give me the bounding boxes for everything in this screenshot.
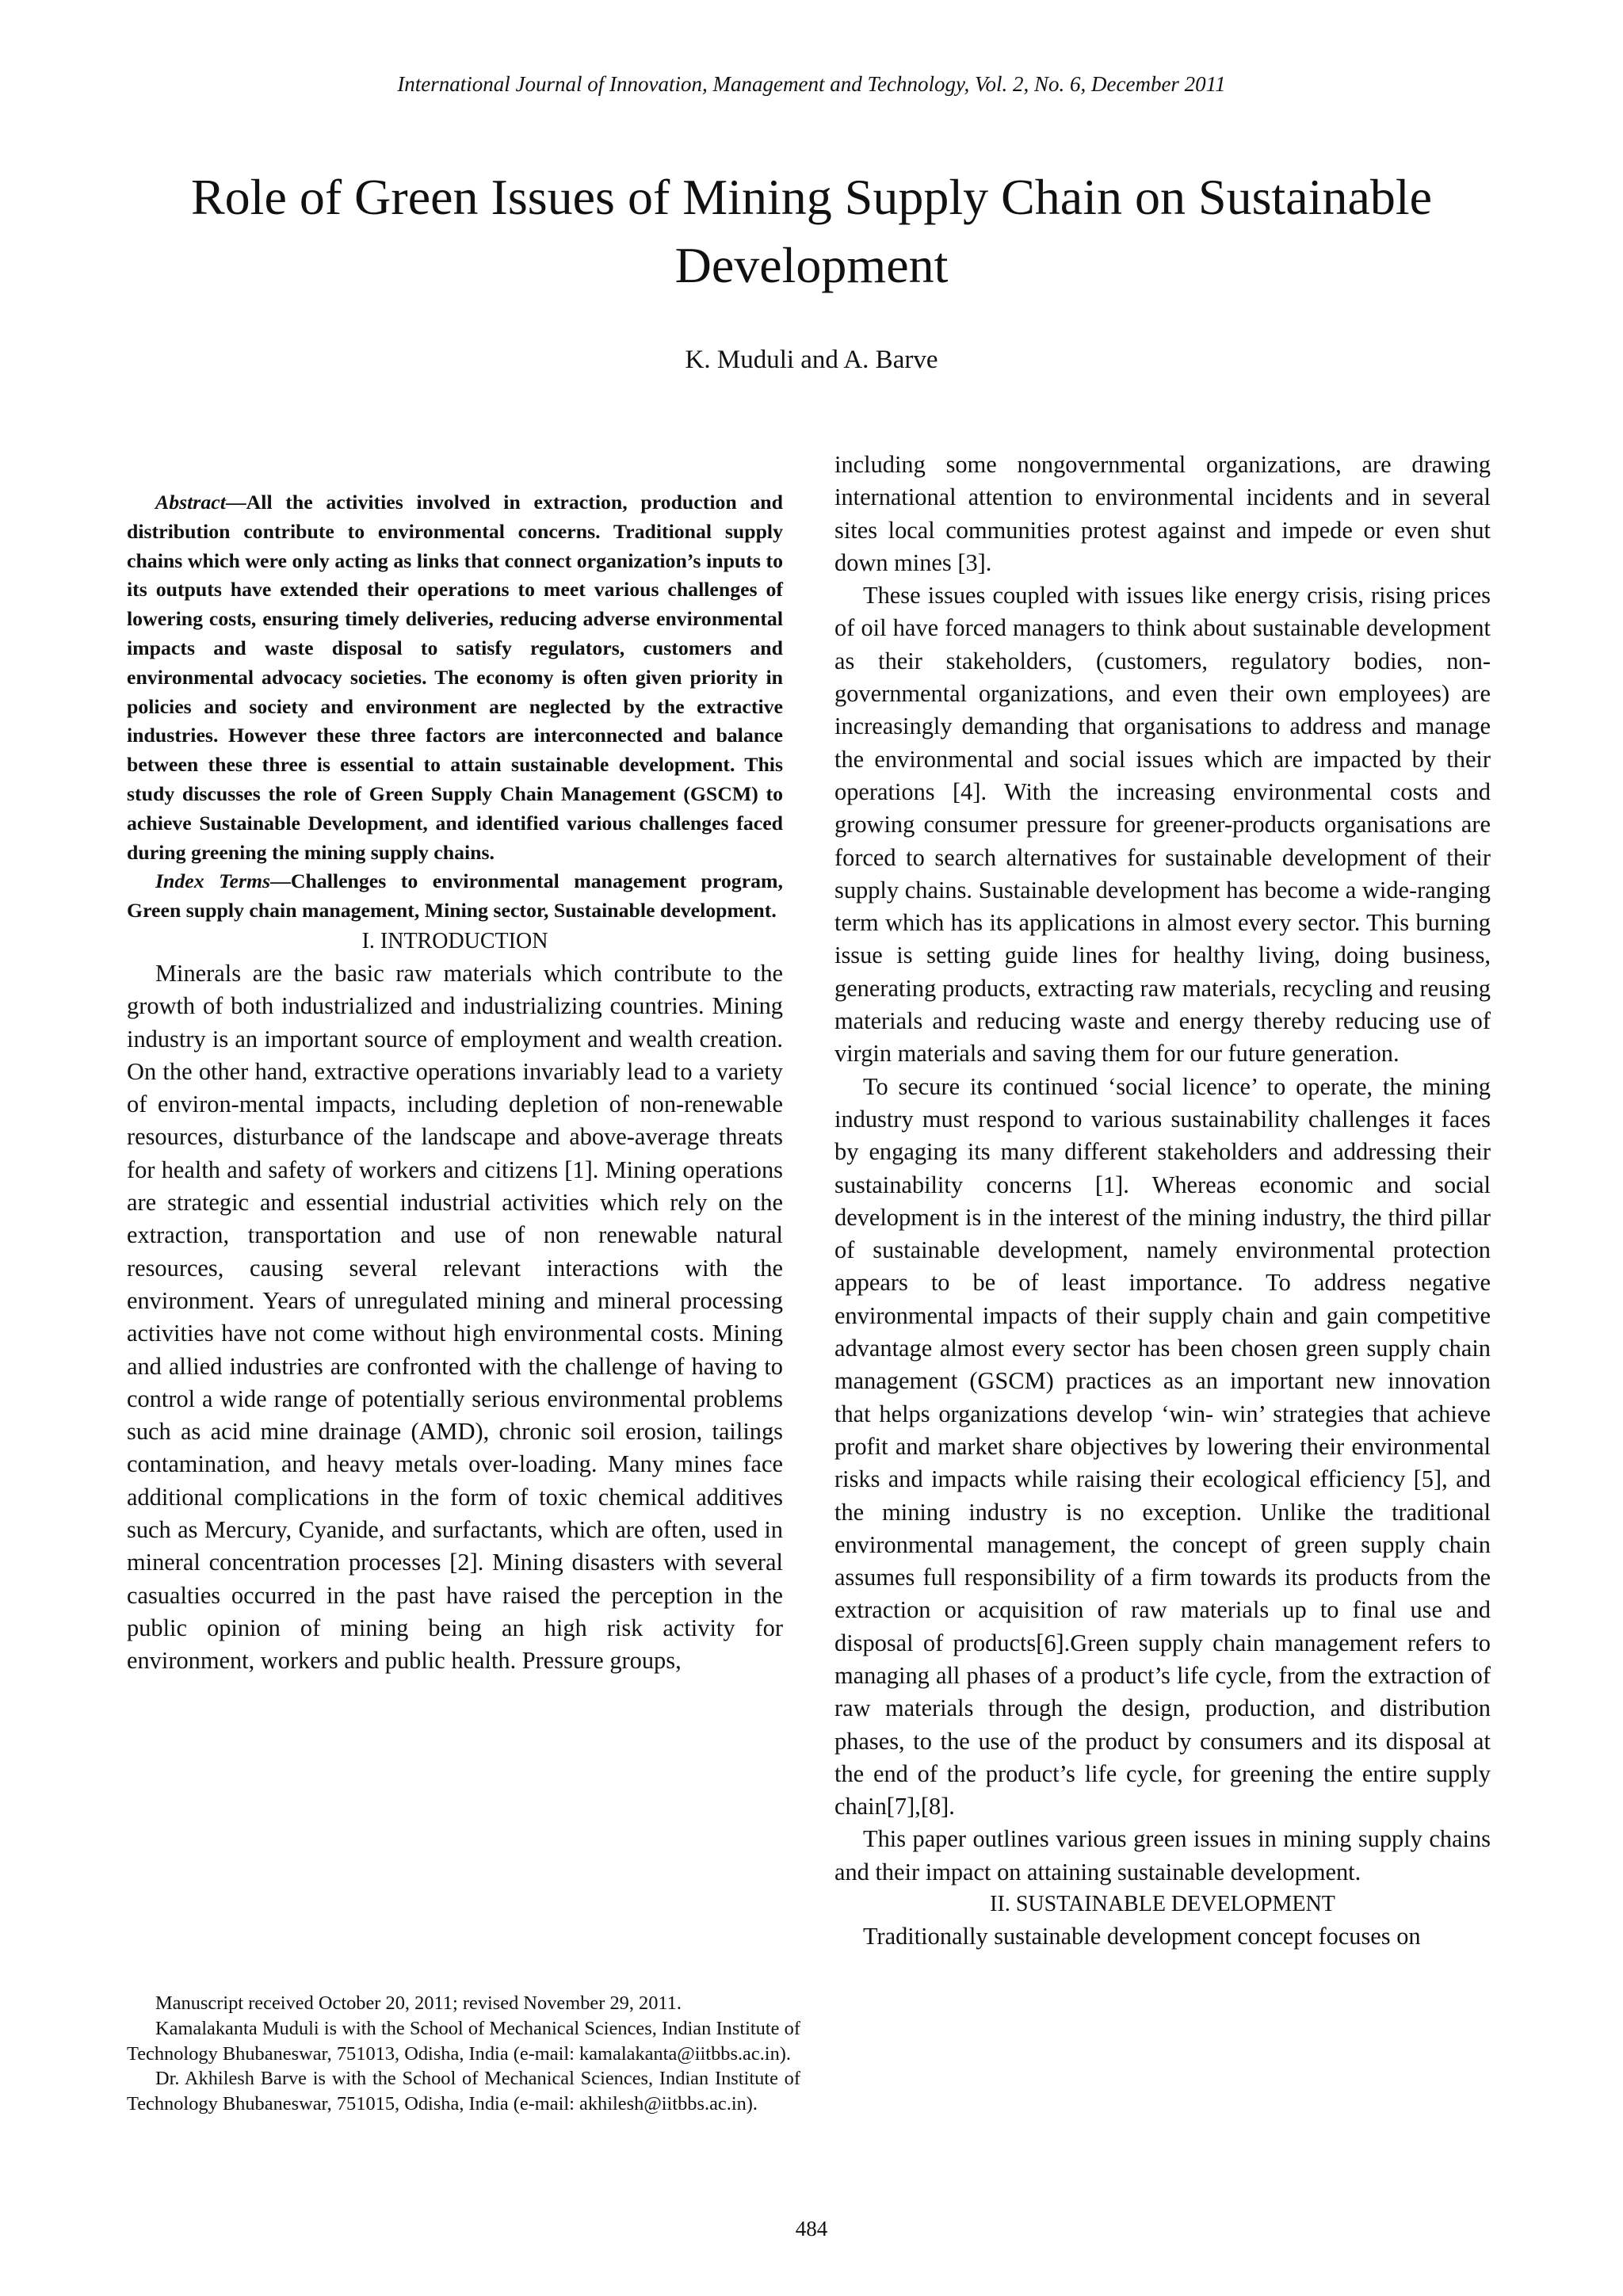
section-number: II. (990, 1892, 1010, 1917)
paragraph-continued: including some nongovernmental organizations, are drawing international attention to environmental incidents and in several sites local communities protest against and impede or even shut down mines [3]. (834, 451, 1491, 576)
index-terms (127, 867, 783, 926)
section-number: I. (361, 928, 375, 953)
section-title-initial: D (1170, 1892, 1188, 1917)
page-number: 484 (795, 2217, 828, 2241)
authors: K. Muduli and A. Barve (685, 346, 938, 374)
paper-title: Role of Green Issues of Mining Supply Chain on Sustainable Development (190, 169, 1433, 293)
abstract-text: —All the activities involved in extraction, production and distribution contribute to environmental concerns. Traditional supply chains which were only acting as links that connect organization’s inputs to its outputs have extended their operations to meet various challenges of lowering costs, ensuring timely deliveries, reducing adverse environmental impacts and waste disposal to satisfy regulators, customers and environmental advocacy societies. The economy is often given priority in policies and society and environment are neglected by the extractive industries. However these three factors are interconnected and balance between these three is essential to attain sustainable development. This study discusses the role of Green Supply Chain Management (GSCM) to achieve Sustainable Development, and identified various challenges faced during greening the mining supply chains. (127, 491, 783, 864)
footnote-manuscript: Manuscript received October 20, 2011; revised November 29, 2011. (155, 1992, 682, 2014)
section-title-rest: EVELOPMENT (1187, 1892, 1335, 1917)
left-column (127, 488, 783, 1677)
paragraph: To secure its continued ‘social licence’ to operate, the mining industry must respond to various sustainability challenges it faces by engaging its many different stakeholders and addressing their sustainability concerns [1]. Whereas economic and social development is in the interest of the mining industry, the third pillar of sustainable development, namely environmental protection appears to be of least importance. To address negative environmental impacts of their supply chain and gain competitive advantage almost every sector has been chosen green supply chain management (GSCM) practices as an important new innovation that helps organizations develop ‘win- win’ strategies that achieve profit and market share objectives by lowering their environmental risks and impacts while raising their ecological efficiency [5], and the mining industry is no exception. Unlike the traditional environmental management, the concept of green supply chain assumes full responsibility of a firm towards its products from the extraction or acquisition of raw materials up to final use and disposal of products[6].Green supply chain management refers to managing all phases of a product’s life cycle, from the extraction of raw materials through the design, production, and distribution phases, to the use of the product by consumers and its disposal at the end of the product’s life cycle, for greening the entire supply chain[7],[8]. (834, 1072, 1491, 1820)
section-heading-introduction (127, 926, 783, 957)
footnote-author-2: Dr. Akhilesh Barve is with the School of Mechanical Sciences, Indian Institute of Technology Bhubaneswar, 751015, Odisha, India (e-mail: akhilesh@iitbbs.ac.in). (127, 2068, 800, 2115)
journal-header: International Journal of Innovation, Management and Technology, Vol. 2, No. 6, December 2011 (397, 72, 1226, 96)
paragraph: This paper outlines various green issues in mining supply chains and their impact on attaining sustainable development. (834, 1825, 1491, 1885)
section-title-initial: S (1015, 1892, 1029, 1917)
section-title-initial: I (380, 928, 388, 953)
footnote-author-1: Kamalakanta Muduli is with the School of Mechanical Sciences, Indian Institute of Technology Bhubaneswar, 751013, Odisha, India (e-mail: kamalakanta@iitbbs.ac.in). (127, 2017, 800, 2065)
section-title-rest: USTAINABLE (1028, 1892, 1166, 1917)
introduction-paragraph: Minerals are the basic raw materials which contribute to the growth of both industrialized and industrializing countries. Mining industry is an important source of employment and wealth creation. On the other hand, extractive operations invariably lead to a variety of environ-mental impacts, including depletion of non-renewable resources, disturbance of the landscape and above-average threats for health and safety of workers and citizens [1]. Mining operations are strategic and essential industrial activities which rely on the extraction, transportation and use of non renewable natural resources, causing several relevant interactions with the environment. Years of unregulated mining and mineral processing activities have not come without high environmental costs. Mining and allied industries are confronted with the challenge of having to control a wide range of potentially serious environmental problems such as acid mine drainage (AMD), chronic soil erosion, tailings contamination, and heavy metals over-loading. Many mines face additional complications in the form of toxic chemical additives such as Mercury, Cyanide, and surfactants, which are often, used in mineral concentration processes [2]. Mining disasters with several casualties occurred in the past have raised the perception in the public opinion of mining being an high risk activity for environment, workers and public health. Pressure groups, (127, 959, 783, 1675)
footnotes (127, 1991, 800, 2117)
paragraph: These issues coupled with issues like energy crisis, rising prices of oil have forced managers to think about sustainable development as their stakeholders, (customers, regulatory bodies, non-governmental organizations, and even their own employees) are increasingly demanding that organisations to address and manage the environmental and social issues which are impacted by their operations [4]. With the increasing environmental costs and growing consumer pressure for greener-products organisations are forced to search alternatives for sustainable development of their supply chains. Sustainable development has become a wide-ranging term which has its applications in almost every sector. This burning issue is setting guide lines for healthy living, doing business, generating products, extracting raw materials, recycling and reusing materials and reducing waste and energy thereby reducing use of virgin materials and saving them for our future generation. (834, 582, 1491, 1068)
right-column (834, 449, 1491, 1953)
section-heading-sustainable-development (834, 1889, 1491, 1920)
index-terms-label: Index Terms (155, 869, 271, 893)
abstract (127, 488, 783, 867)
section-title-rest: NTRODUCTION (388, 928, 548, 953)
abstract-label: Abstract (155, 491, 226, 514)
section2-paragraph: Traditionally sustainable development concept focuses on (863, 1923, 1421, 1950)
index-terms-text: —Challenges to environmental management program, Green supply chain management, Mining sector, Sustainable development. (127, 869, 783, 923)
